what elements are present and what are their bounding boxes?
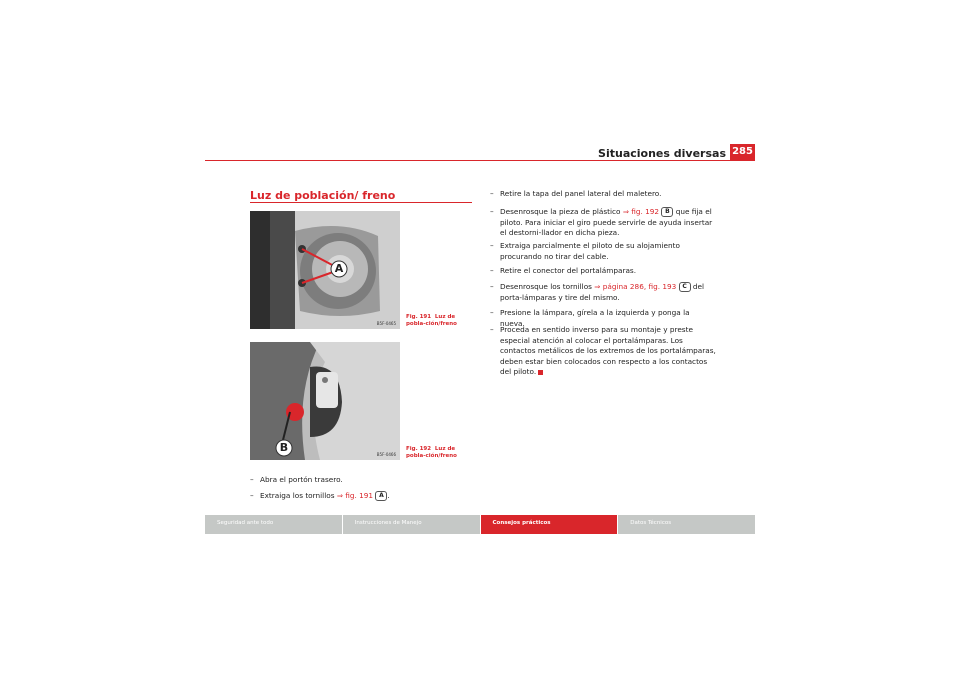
fig-192-link[interactable]: ⇒ fig. 192	[622, 207, 660, 216]
right-step-3: – Extraiga parcialmente el piloto de su alojamiento procurando no tirar del cable.	[490, 241, 680, 261]
left-step-1: – Abra el portón trasero.	[250, 475, 343, 484]
figure-192-code: B5F-0466	[376, 452, 396, 457]
header-title: Situaciones diversas	[598, 147, 726, 160]
left-step-2: – Extraiga los tornillos ⇒ fig. 191 A .	[250, 491, 390, 500]
tab-instrucciones[interactable]: Instrucciones de Manejo	[343, 515, 480, 534]
right-step-7: – Proceda en sentido inverso para su montaje y preste especial atención al colocar el portalámparas. Los contactos metálicos de los extremos de los portalámparas, deben estar bien colocados con respecto a los contactos del piloto.	[490, 325, 716, 376]
callout-badge-b: B	[661, 207, 673, 217]
callout-badge-a: A	[375, 491, 387, 501]
page-286-link[interactable]: ⇒ página 286, fig. 193	[594, 282, 677, 291]
right-step-5: – Desenrosque los tornillos ⇒ página 286, fig. 193 C del porta-lámparas y tire del mismo.	[490, 282, 705, 302]
figure-191-caption: Fig. 191 Luz de pobla-ción/freno	[406, 314, 457, 327]
fig-191-link[interactable]: ⇒ fig. 191	[336, 491, 374, 500]
figure-191-illustration	[250, 211, 400, 329]
figure-192-caption: Fig. 192 Luz de pobla-ción/freno	[406, 446, 457, 459]
figure-191	[250, 211, 400, 329]
section-title: Luz de población/ freno	[250, 189, 396, 202]
callout-badge-c: C	[679, 282, 691, 292]
right-step-1: – Retire la tapa del panel lateral del maletero.	[490, 189, 662, 198]
section-rule	[250, 202, 472, 203]
page-number: 285	[730, 144, 755, 160]
figure-191-code: B5F-0465	[376, 321, 396, 326]
tab-seguridad[interactable]: Seguridad ante todo	[205, 515, 342, 534]
footer-nav	[205, 515, 755, 534]
figure-191-callout: A	[334, 262, 344, 275]
figure-192-illustration	[250, 342, 400, 460]
header-rule	[205, 160, 755, 161]
end-marker-icon	[538, 370, 543, 375]
right-step-4: – Retire el conector del portalámparas.	[490, 266, 637, 275]
tab-consejos[interactable]: Consejos prácticos	[481, 515, 618, 534]
tab-datos[interactable]: Datos Técnicos	[618, 515, 755, 534]
right-step-2: – Desenrosque la pieza de plástico ⇒ fig. 192 B que fija el piloto. Para iniciar el giro puede servirle de ayuda insertar el destorni-llador en dicha pieza.	[490, 207, 713, 237]
figure-192	[250, 342, 400, 460]
figure-192-callout: B	[279, 441, 289, 454]
right-step-6: – Presione la lámpara, gírela a la izquierda y ponga la nueva.	[490, 308, 690, 328]
